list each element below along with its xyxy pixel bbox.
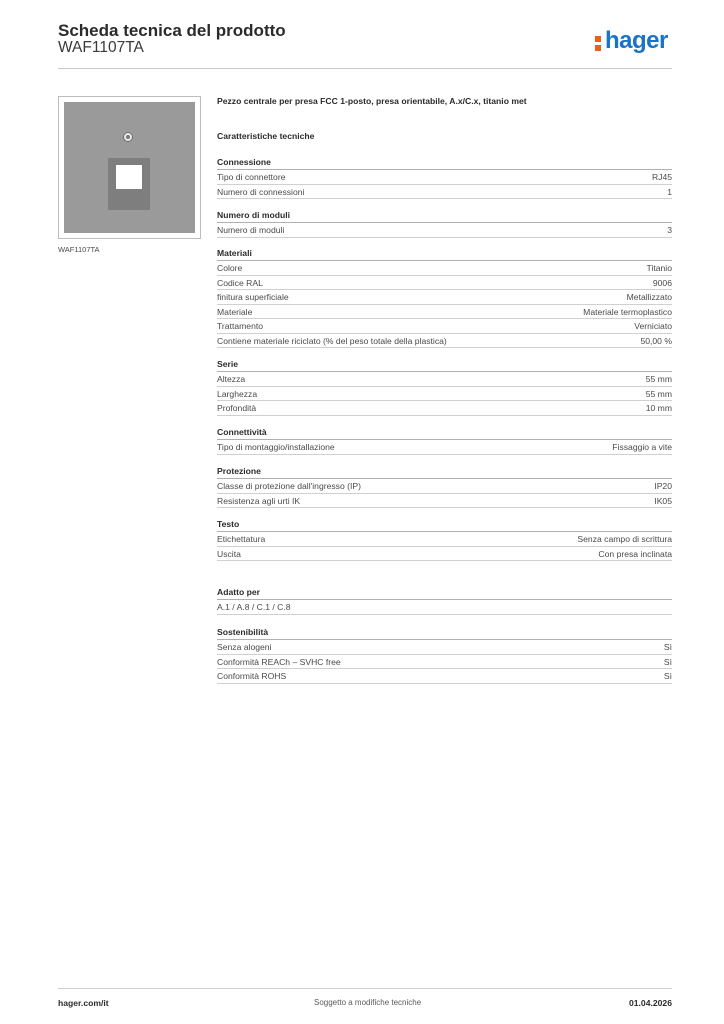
- footer-note: Soggetto a modifiche tecniche: [314, 998, 422, 1007]
- spec-value: RJ45: [651, 172, 672, 182]
- spec-value: Titanio: [646, 263, 672, 273]
- spec-label: Conformità REACh – SVHC free: [217, 656, 341, 667]
- logo-text: hager: [605, 27, 668, 54]
- spec-value: Sì: [663, 671, 672, 681]
- socket-opening: [116, 165, 142, 189]
- spec-value: Sì: [663, 642, 672, 652]
- spec-value: 9006: [652, 277, 672, 288]
- spec-section: [217, 465, 672, 508]
- spec-section: [217, 247, 672, 348]
- spec-row: [217, 290, 672, 305]
- spec-label: finitura superficiale: [217, 292, 289, 302]
- spec-value: Verniciato: [634, 321, 672, 331]
- spec-row: [217, 387, 672, 402]
- spec-section: [217, 586, 672, 615]
- spec-value: 3: [667, 225, 672, 235]
- spec-value: 10 mm: [645, 403, 672, 413]
- spec-label: Tipo di montaggio/installazione: [217, 442, 335, 452]
- section-title: Serie: [217, 358, 672, 372]
- spec-row: [217, 532, 672, 547]
- spec-row: [217, 170, 672, 185]
- spec-label: Etichettatura: [217, 534, 266, 544]
- image-caption: WAF1107TA: [58, 245, 100, 254]
- spec-value: Materiale termoplastico: [583, 306, 672, 317]
- spec-row: [217, 276, 672, 291]
- spec-label: Trattamento: [217, 321, 264, 331]
- spec-value: Con presa inclinata: [598, 548, 672, 559]
- spec-row: [217, 372, 672, 387]
- section-title: Sostenibilità: [217, 626, 672, 640]
- spec-value: IP20: [654, 481, 672, 491]
- spec-label: Materiale: [217, 306, 253, 317]
- spec-label: Uscita: [217, 548, 241, 559]
- spec-label: Altezza: [217, 374, 246, 384]
- hager-logo: [592, 27, 674, 57]
- spec-label: Codice RAL: [217, 277, 263, 288]
- spec-section: [217, 209, 672, 238]
- spec-row: [217, 440, 672, 455]
- section-title: Numero di moduli: [217, 209, 672, 223]
- section-title: Connessione: [217, 156, 672, 170]
- product-image: [58, 96, 201, 239]
- spec-label: Classe di protezione dall'ingresso (IP): [217, 481, 361, 491]
- rj45-socket: [108, 158, 150, 210]
- spec-row: [217, 655, 672, 670]
- spec-value: 55 mm: [645, 388, 672, 399]
- spec-section: [217, 518, 672, 561]
- spec-row: [217, 223, 672, 238]
- logo-dot-top: [595, 36, 601, 42]
- spec-row: [217, 305, 672, 320]
- spec-label: Numero di moduli: [217, 225, 285, 235]
- spec-label: Senza alogeni: [217, 642, 272, 652]
- spec-label: Contiene materiale riciclato (% del peso totale della plastica): [217, 335, 447, 346]
- spec-section: [217, 426, 672, 455]
- spec-label: Colore: [217, 263, 243, 273]
- spec-label: Larghezza: [217, 388, 258, 399]
- spec-row: [217, 669, 672, 684]
- product-description: Pezzo centrale per presa FCC 1-posto, presa orientabile, A.x/C.x, titanio met: [217, 96, 527, 106]
- cover-plate: [64, 102, 195, 233]
- spec-value: 50,00 %: [640, 335, 672, 346]
- spec-row: [217, 600, 672, 615]
- spec-value: Senza campo di scrittura: [577, 534, 672, 544]
- spec-value: 1: [667, 186, 672, 197]
- spec-row: [217, 494, 672, 509]
- screw-icon: [123, 132, 133, 142]
- spec-label: Conformità ROHS: [217, 671, 287, 681]
- spec-value: IK05: [654, 495, 672, 506]
- spec-label: Profondità: [217, 403, 257, 413]
- section-title: Materiali: [217, 247, 672, 261]
- spec-row: [217, 319, 672, 334]
- spec-section: [217, 626, 672, 684]
- section-title: Testo: [217, 518, 672, 532]
- header-divider: [58, 68, 672, 69]
- footer-date: 01.04.2026: [628, 998, 672, 1008]
- page-title: Scheda tecnica del prodotto: [58, 21, 286, 40]
- logo-dot-bottom: [595, 45, 601, 51]
- spec-value: Sì: [663, 656, 672, 667]
- spec-label: A.1 / A.8 / C.1 / C.8: [217, 602, 291, 612]
- spec-section: [217, 358, 672, 416]
- spec-section: [217, 156, 672, 199]
- spec-row: [217, 547, 672, 562]
- spec-value: Metallizzato: [626, 292, 672, 302]
- section-title: Connettività: [217, 426, 672, 440]
- tech-specs-heading: Caratteristiche tecniche: [217, 131, 315, 141]
- section-title: Adatto per: [217, 586, 672, 600]
- footer-divider: [58, 988, 672, 989]
- section-title: Protezione: [217, 465, 672, 479]
- spec-row: [217, 401, 672, 416]
- spec-row: [217, 640, 672, 655]
- spec-row: [217, 185, 672, 200]
- spec-value: 55 mm: [645, 374, 672, 384]
- product-code: WAF1107TA: [58, 39, 144, 56]
- spec-label: Tipo di connettore: [217, 172, 286, 182]
- footer-website: hager.com/it: [58, 998, 109, 1008]
- spec-row: [217, 334, 672, 349]
- spec-label: Numero di connessioni: [217, 186, 305, 197]
- spec-value: Fissaggio a vite: [612, 442, 672, 452]
- spec-row: [217, 479, 672, 494]
- spec-row: [217, 261, 672, 276]
- spec-label: Resistenza agli urti IK: [217, 495, 301, 506]
